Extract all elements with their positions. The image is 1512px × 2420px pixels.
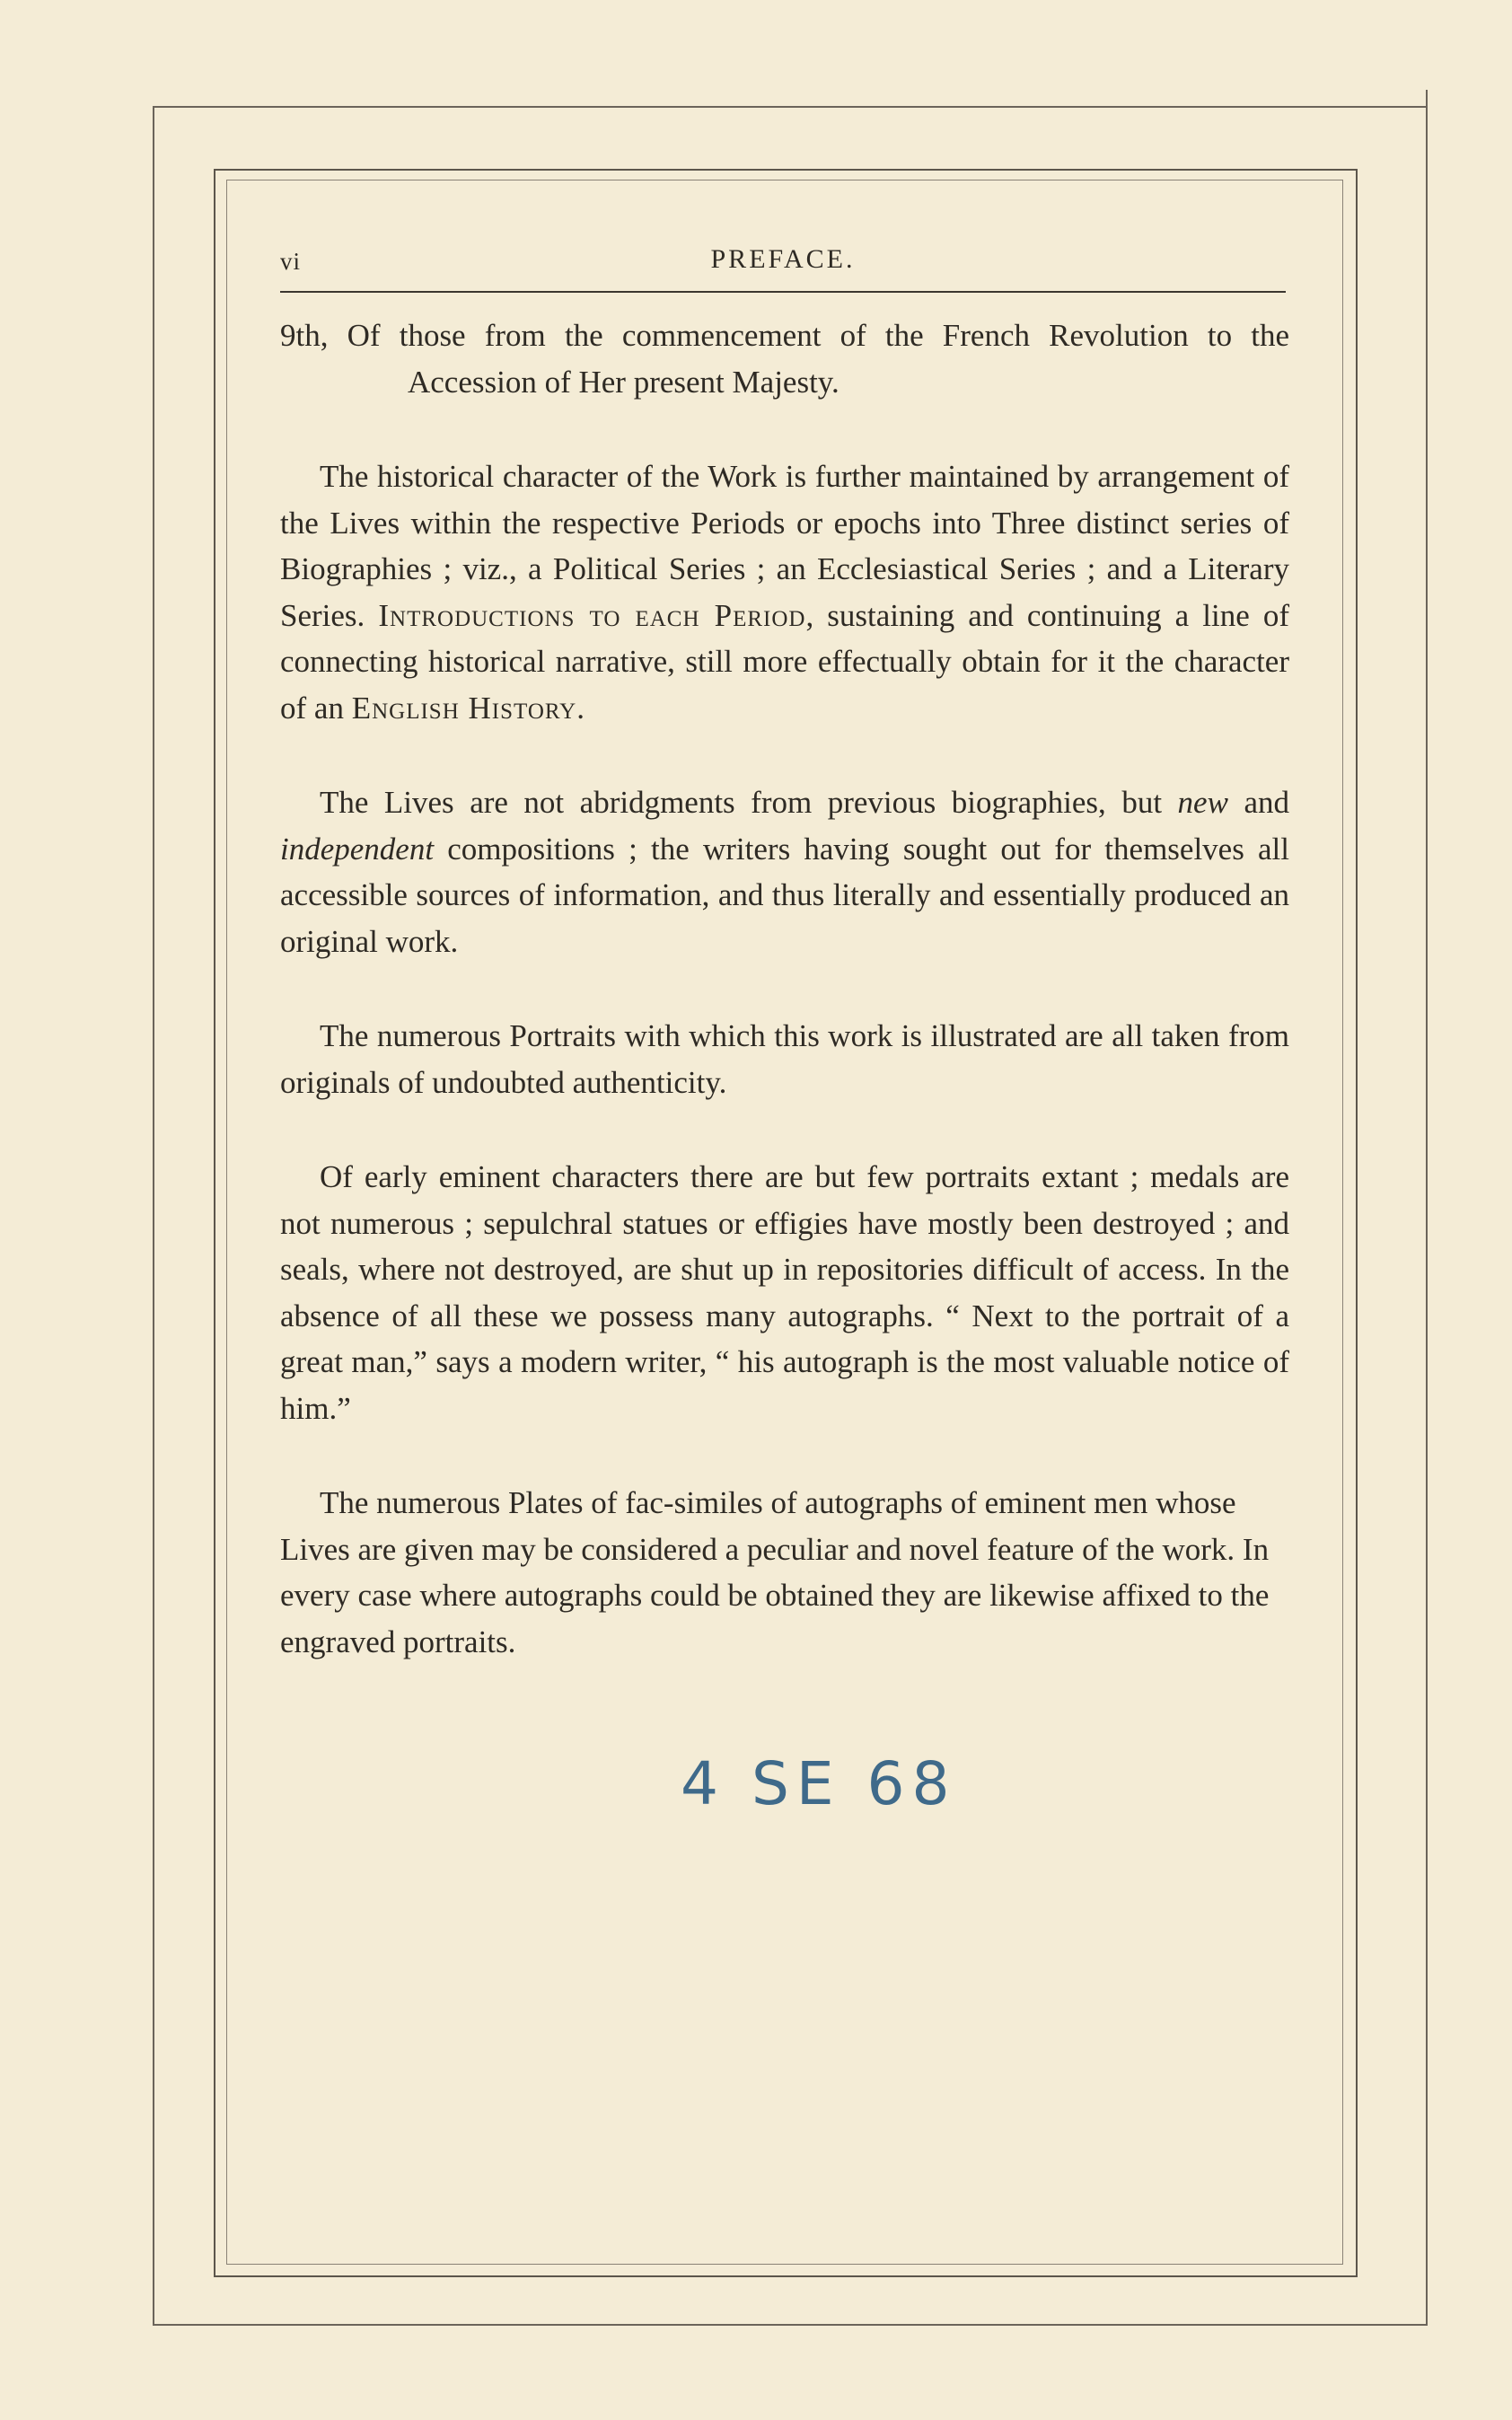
paragraph-portraits: The numerous Portraits with which this work is illustrated are all taken from originals of undoubted authenticity. [280, 1018, 1289, 1100]
running-head [280, 241, 1286, 286]
outer-top-rule [153, 106, 1428, 108]
text-run: The Lives are not abridgments from previous biographies, but [320, 785, 1178, 820]
paragraph-period-9: 9th, Of those from the commencement of the French Revolution to the Accession of Her present Majesty. [280, 318, 1289, 400]
small-caps-english-history: English History [351, 690, 577, 726]
text-run: and [1227, 785, 1289, 820]
body-text [280, 312, 1289, 1665]
paragraph-lives [280, 779, 1289, 964]
outer-left-rule [153, 106, 154, 2324]
emphasis-new: new [1177, 785, 1228, 820]
emphasis-independent: independent [280, 831, 435, 867]
paragraph-historical-character [280, 453, 1289, 731]
outer-bottom-rule [153, 2324, 1428, 2326]
paragraph-early-characters: Of early eminent characters there are but few portraits extant ; medals are not numerous ; sepulchral statues or effigies have mostly been destroyed ; and seals, where not destroyed, are shut up in repositories difficult of access. In the absence of all these we possess many autographs. “ Next to the portrait of a great man,” says a modern writer, “ his autograph is the most valuable notice of him.” [280, 1159, 1289, 1426]
text-run: . [576, 690, 585, 726]
paragraph-autograph-plates: The numerous Plates of fac-similes of autographs of eminent men whose Lives are given may be considered a peculiar and novel feature of the work. In every case where autographs could be obtained they are likewise affixed to the engraved portraits. [280, 1485, 1270, 1659]
page-title: PREFACE. [710, 244, 856, 274]
text-run: compositions ; the writers having sought out for themselves all accessible sources of information, and thus literally and essentially produced an original work. [280, 831, 1289, 959]
header-rule [280, 291, 1286, 293]
text-run: The historical character of the Work is further maintained by arrangement of the Lives within the respective Periods or epochs into Three distinct series of Biographies ; viz., a Political Series ; an Ecclesiastical Series ; and a Literary Series. [280, 459, 1289, 633]
library-stamp: 4 SE 68 [681, 1749, 957, 1818]
small-caps-introductions: Introductions to each Period [378, 597, 806, 633]
text-run: , sustaining and continuing a line of connecting historical narrative, still more effectually obtain for it the character of an [280, 597, 1289, 726]
outer-right-rule [1426, 90, 1428, 2326]
page-number: vi [280, 248, 302, 275]
